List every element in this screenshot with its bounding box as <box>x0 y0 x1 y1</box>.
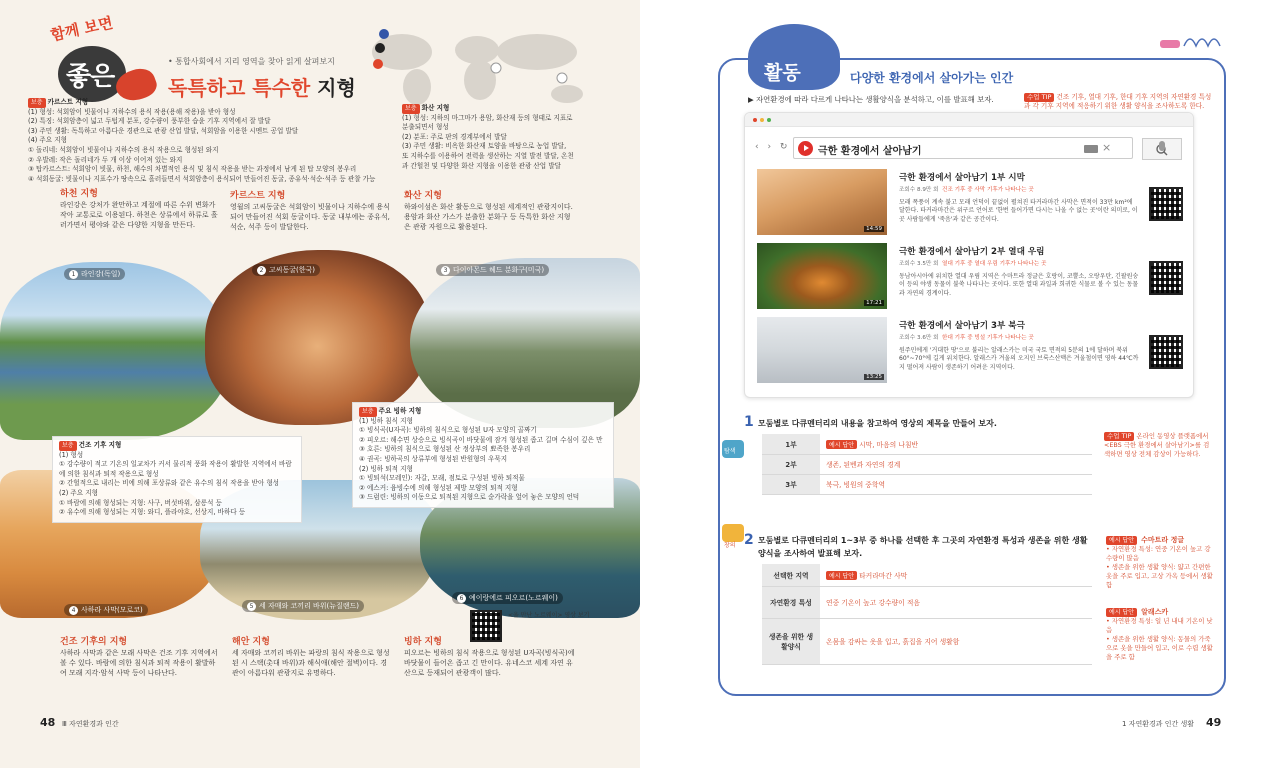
note-line: ① 바람에 의해 형성되는 지형: 사구, 버섯바위, 삼릉석 등 <box>59 498 222 507</box>
caption-text: 라인강(독일) <box>81 270 121 278</box>
nav-buttons[interactable]: ‹ › ↻ <box>755 142 791 152</box>
note-arid <box>52 436 302 523</box>
note-line: (2) 주요 지형 <box>59 488 99 497</box>
badge-big-text: 좋은 <box>66 62 115 92</box>
caption-sahara <box>64 604 148 616</box>
note-line: (1) 형성: 석회암이 빗물이나 지하수의 용식 작용(용해 작용)을 받아 형성 <box>28 107 236 116</box>
landform-desc-karst: 영월의 고씨동굴은 석회암이 빗물이나 지하수에 용식되어 만들어진 석회 동굴이다. 동굴 내부에는 종유석, 석순, 석주 등이 발달한다. <box>230 203 390 231</box>
caption-rhine <box>64 268 125 280</box>
caption-text: 다이아몬드 헤드 분화구(미국) <box>453 266 545 274</box>
note-tag: 보충 <box>59 441 77 451</box>
table-head: 2부 <box>762 454 820 474</box>
table-row <box>762 454 1092 474</box>
note-line: ② 간헐적으로 내리는 비에 의해 포상류와 같은 유수의 침식 작용을 받아 형성 <box>59 479 280 488</box>
activity-title: 다양한 환경에서 살아가는 인간 <box>850 71 1014 85</box>
photo-gossi-cave <box>205 250 430 425</box>
scribble-icon <box>1158 28 1228 52</box>
class-tip <box>1024 93 1214 111</box>
note-line: ② 피오르: 해수면 상승으로 빙식곡이 바닷물에 잠겨 형성된 좁고 길며 수심이 깊은 만 <box>359 435 603 444</box>
note-line: ② 유수에 의해 형성되는 지형: 와디, 플라야호, 선상지, 바하다 등 <box>59 508 246 517</box>
video-subtitle: 건조 기후 중 사막 기후가 나타나는 곳 <box>942 187 1034 193</box>
clear-icon[interactable]: × <box>1102 141 1112 154</box>
example-tag: 예시 답안 <box>826 440 857 449</box>
side-tip-text: 온라인 동영상 플랫폼에서 <EBS 극한 환경에서 살아남기>를 검색하면 영상 전체 감상이 가능하다. <box>1104 432 1210 458</box>
caption-text: 고씨동굴(한국) <box>269 266 316 274</box>
note-line: ③ 탑카르스트: 석회암이 빗물, 하천, 해수의 차별적인 용식 및 침식 작용을 받는 과정에서 남게 된 탑 모양의 봉우리 <box>28 165 357 174</box>
table-cell[interactable] <box>820 564 1092 586</box>
video-title[interactable]: 극한 환경에서 살아남기 3부 북극 <box>899 321 1025 331</box>
example-line: • 자연환경 특성: 일 년 내내 기온이 낮음 <box>1106 617 1213 634</box>
note-title: 주요 빙하 지형 <box>378 407 422 415</box>
caption-text: 예이랑에르 피오르(노르웨이) <box>469 594 558 602</box>
answer-text[interactable]: 연중 기온이 높고 강수량이 적음 <box>820 586 1092 618</box>
note-title: 화산 지형 <box>421 104 450 112</box>
explore-badge-text: 탐색 <box>724 448 736 455</box>
caption-number: 4 <box>69 606 78 615</box>
window-minimize-dot[interactable] <box>760 118 764 122</box>
video-duration: 17:21 <box>866 300 882 306</box>
side-example-alaska <box>1106 608 1216 662</box>
video-subtitle: 열대 기후 중 열대 우림 기후가 나타나는 곳 <box>942 261 1047 267</box>
note-line: (2) 특징: 석회암층이 넓고 두텁게 분포, 강수량이 풍부한 습윤 기후 지역에서 잘 발달 <box>28 117 271 126</box>
answer-text[interactable]: 생존, 된벤과 자연의 경계 <box>820 454 1092 474</box>
question-1-table <box>762 434 1092 495</box>
world-map-icon <box>362 22 612 112</box>
note-line: ③ 드럼린: 빙하의 이동으로 퇴적된 지형으로 숟가락을 엎어 놓은 모양의 언덕 <box>359 493 580 502</box>
search-query: 극한 환경에서 살아남기 <box>818 146 922 157</box>
caption-number: 5 <box>247 602 256 611</box>
video-thumbnail[interactable] <box>757 243 887 309</box>
note-title: 카르스트 지형 <box>47 98 89 106</box>
note-tag: 보충 <box>359 407 377 417</box>
video-title[interactable]: 극한 환경에서 살아남기 2부 열대 우림 <box>899 247 1045 257</box>
intro-line: • 통합사회에서 지리 영역을 찾아 읽게 살펴보지 <box>168 57 335 66</box>
creative-badge-text: 창의 <box>724 542 736 549</box>
caption-number: 3 <box>441 266 450 275</box>
note-line: (3) 주민 생활: 비옥한 화산재 토양을 바탕으로 농업 발달, 또 지하수를 이용하여 전력을 생산하는 지열 발전 발달, 온천과 간헐천 및 다양한 화산 지형을 이용한 관광 산업 발달 <box>402 142 574 170</box>
table-row <box>762 434 1092 454</box>
question-1: 모둠별로 다큐멘터리의 내용을 참고하여 영상의 제목을 만들어 보자. <box>758 419 997 428</box>
qr-code-icon[interactable] <box>1149 187 1183 221</box>
video-item[interactable] <box>757 169 1181 235</box>
example-line: • 생존을 위한 생활 양식: 얇고 간편한 옷을 주로 입고, 고상 가옥 등에서 생활함 <box>1106 563 1213 589</box>
table-head: 3부 <box>762 474 820 494</box>
right-page <box>640 0 1280 768</box>
search-input[interactable] <box>793 137 1133 159</box>
keyboard-icon[interactable] <box>1084 145 1098 153</box>
note-line: ① 강수량이 적고 기온의 일교차가 커서 물리적 풍화 작용이 활발한 지역에서 바람에 의한 침식과 퇴적 작용으로 형성 <box>59 460 292 478</box>
table-head: 자연환경 특성 <box>762 586 820 618</box>
video-duration: 14:59 <box>866 226 882 232</box>
caption-diamond-head <box>436 264 549 276</box>
video-views: 조회수 3.5만 회 <box>899 261 939 267</box>
video-duration: 13:25 <box>866 374 882 380</box>
caption-gossi <box>252 264 320 276</box>
badge-top-text: 함께 보면 <box>48 13 115 45</box>
answer-text: 타커라마간 사막 <box>859 571 908 580</box>
note-line: (3) 주민 생활: 독특하고 아름다운 경관으로 관광 산업 발달, 석회암을 이용한 시멘트 공업 발달 <box>28 126 299 135</box>
chapter-left: Ⅲ 자연환경과 인간 <box>62 720 119 728</box>
page-title <box>168 72 356 101</box>
video-meta <box>899 333 1034 341</box>
video-meta <box>899 185 1034 193</box>
tip-text: 건조 기후, 열대 기후, 한대 기후 지역의 자연환경 특성과 각 기후 지역에 적응하기 위한 생활 양식을 조사하도록 한다. <box>1024 93 1212 110</box>
microphone-icon[interactable] <box>1159 141 1165 151</box>
note-glacial <box>352 402 614 508</box>
page-number-right: 49 <box>1206 716 1222 729</box>
table-head: 1부 <box>762 434 820 454</box>
landform-title-glacial: 빙하 지형 <box>404 637 442 647</box>
note-line: ④ 석회동굴: 빗물이나 지표수가 땅속으로 흘러들면서 석회암층이 용식되어 만들어진 동굴, 종유석·석순·석주 등 관찰 가능 <box>28 174 376 183</box>
landform-title-coastal: 해안 지형 <box>232 637 270 647</box>
landform-desc-glacial: 피오르는 빙하의 침식 작용으로 형성된 U자곡(빙식곡)에 바닷물이 들어온 좁고 긴 만이다. 유네스코 세계 자연 유산으로 등재되어 관광객이 많다. <box>404 649 575 677</box>
question-number: 1 <box>744 414 754 430</box>
video-title[interactable]: 극한 환경에서 살아남기 1부 시막 <box>899 173 1025 183</box>
example-line: • 자연환경 특성: 연중 기온이 높고 강수량이 많음 <box>1106 545 1211 562</box>
note-line: (4) 주요 지형 <box>28 136 68 145</box>
note-line: ④ 권곡: 빙하곡의 상류부에 형성된 반원형의 우묵지 <box>359 454 508 463</box>
landform-desc-arid: 사하라 사막과 같은 모래 사막은 건조 기후 지역에서 볼 수 있다. 바람에 의한 침식과 퇴적 작용이 활발하여 모래 지각·암석 사막 등이 나타난다. <box>60 649 218 677</box>
landform-title-arid: 건조 기후의 지형 <box>60 637 128 647</box>
note-line: (1) 빙하 침식 지형 <box>359 416 413 425</box>
window-close-dot[interactable] <box>753 118 757 122</box>
table-row <box>762 564 1092 586</box>
activity-label: 활동 <box>764 62 801 84</box>
caption-text: 사하라 사막(모로코) <box>81 606 143 614</box>
side-example-sumatra <box>1106 536 1216 590</box>
answer-text[interactable]: 북극, 빙원의 중학역 <box>820 474 1092 494</box>
note-line: ③ 호른: 빙하의 침식으로 형성된 산 정상부의 뾰족한 봉우리 <box>359 445 531 454</box>
qr-code-icon[interactable] <box>1149 261 1183 295</box>
answer-text: 시막, 마음의 나침반 <box>859 440 919 449</box>
qr-caption: <올 만난 노르웨이> 영상 보기 <box>508 612 590 619</box>
qr-code-icon[interactable] <box>1149 335 1183 369</box>
page-number-left: 48 <box>40 716 56 729</box>
note-karst <box>28 98 378 184</box>
question-number: 2 <box>744 532 754 548</box>
video-thumbnail[interactable] <box>757 317 887 383</box>
answer-text[interactable]: 온몸을 감싸는 옷을 입고, 흙집을 지어 생활함 <box>820 618 1092 664</box>
note-line: ① 빙식곡(U자곡): 빙하의 침식으로 형성된 U자 모양의 골짜기 <box>359 426 537 435</box>
window-maximize-dot[interactable] <box>767 118 771 122</box>
landform-title-river: 하천 지형 <box>60 189 98 199</box>
chapter-right: 1 자연환경과 인간 생활 <box>1122 720 1194 728</box>
question-2: 모둠별로 다큐멘터리의 1~3부 중 하나를 선택한 후 그곳의 자연환경 특성과 생존을 위한 생활양식을 조사하여 발표해 보자. <box>758 536 1088 558</box>
note-line: ① 돌리네: 석회암이 빗물이나 지하수의 용식 작용으로 형성된 와지 <box>28 145 219 154</box>
caption-three-sisters <box>242 600 364 612</box>
landform-title-volcanic: 화산 지형 <box>404 191 442 201</box>
title-rest: 지형 <box>310 76 356 100</box>
caption-number: 2 <box>257 266 266 275</box>
video-views: 조회수 8.9만 회 <box>899 187 939 193</box>
video-description: 원주민에게 '거대한 땅'으로 불리는 알래스카는 미국 국토 면적의 5분의 1에 달하며 북위 60°~70°에 길게 위치한다. 알래스카 겨울의 오지인 브룩스산맥은 겨울철이면 영하 44℃까지 떨어져 사람이 생존하기 어려운 지역이다. <box>899 347 1139 371</box>
note-line: (2) 빙하 퇴적 지형 <box>359 464 413 473</box>
example-tag: 예시 답안 <box>1106 608 1137 617</box>
note-line: ① 빙퇴석(모레인): 자갈, 모래, 점토로 구성된 빙하 퇴적물 <box>359 474 525 483</box>
landform-desc-coastal: 세 자매와 코끼리 바위는 파랑의 침식 작용으로 형성된 시 스택(촛대 바위)과 해식애(해안 절벽)이다. 경관이 아름다워 관광지로 유명하다. <box>232 649 390 677</box>
note-title: 건조 기후 지형 <box>78 441 122 449</box>
tip-tag: 수업 TIP <box>1024 93 1054 102</box>
landform-title-karst: 카르스트 지형 <box>230 191 286 201</box>
note-line: (1) 형성 <box>59 450 84 459</box>
activity-instruction: ▶ 자연환경에 따라 다르게 나타나는 생활양식을 분석하고, 이를 발표해 보자. <box>748 95 994 104</box>
video-views: 조회수 3.6만 회 <box>899 335 939 341</box>
note-line: (2) 분포: 주로 판의 경계부에서 발달 <box>402 132 507 141</box>
table-head: 선택한 지역 <box>762 564 820 586</box>
table-head: 생존을 위한 생활양식 <box>762 618 820 664</box>
side-tip <box>1104 432 1214 459</box>
example-tag: 예시 답안 <box>826 571 857 580</box>
browser-titlebar <box>745 113 1193 127</box>
table-row <box>762 586 1092 618</box>
video-thumbnail[interactable] <box>757 169 887 235</box>
photo-rhine <box>0 262 230 440</box>
qr-code-icon[interactable] <box>470 610 502 642</box>
example-tag: 예시 답안 <box>1106 536 1137 545</box>
video-item[interactable] <box>757 317 1181 383</box>
table-cell[interactable] <box>820 434 1092 454</box>
browser-window <box>744 112 1194 398</box>
landform-desc-river: 라인강은 강처가 완만하고 계절에 따른 수위 변화가 작아 교통로로 이용된다. 하천은 상류에서 하류로 흘러가면서 평야와 같은 다양한 지형을 만든다. <box>60 201 218 229</box>
table-row <box>762 618 1092 664</box>
note-volcanic <box>402 104 574 171</box>
example-title: 수마트라 정글 <box>1141 536 1185 544</box>
note-tag: 보충 <box>28 98 46 108</box>
note-line: ② 우발레: 작은 돌리네가 두 개 이상 이어져 있는 와지 <box>28 155 183 164</box>
video-description: 동남아시아에 위치한 열대 우림 지역은 수마트라 정글은 호랑이, 코뿔소, 오랑우탄, 긴팔원숭이 등의 야생 동물이 불쑥 나타나는 곳이다. 또한 열대 과일과 희귀한 식물로 볼 수 있는 동물과 자연의 경계이다. <box>899 273 1139 297</box>
video-meta <box>899 259 1046 267</box>
landform-desc-volcanic: 하와이섬은 화산 활동으로 형성된 세계적인 관광지이다. 용암과 화산 가스가 분출한 분화구 등 독특한 화산 지형은 관광 자원으로 활용된다. <box>404 203 573 231</box>
caption-number: 1 <box>69 270 78 279</box>
table-row <box>762 474 1092 494</box>
note-tag: 보충 <box>402 104 420 114</box>
video-description: 모래 폭풍이 계속 불고 모래 언덕이 끝없이 펼쳐진 타커라마간 사막은 면적이 33만 km²에 달한다. 타커라마간은 위구르 언어로 '한번 들어가면 다시는 나올 수 없는 곳'이란 의미로, 이곳 사람들에게 '죽음'과 같은 공간이다. <box>899 199 1138 223</box>
together-badge <box>38 13 148 104</box>
search-row <box>755 137 1185 159</box>
caption-number: 6 <box>457 594 466 603</box>
caption-fjord <box>452 592 563 604</box>
title-accent: 독특하고 특수한 <box>168 76 311 100</box>
video-subtitle: 한대 기후 중 빙설 기후가 나타나는 곳 <box>942 335 1034 341</box>
caption-text: 세 자매와 코끼리 바위(뉴질랜드) <box>259 602 360 610</box>
example-line: • 생존을 위한 생활 양식: 동물의 가죽으로 옷을 만들어 입고, 이로 수렵 생활을 주로 함 <box>1106 635 1213 661</box>
note-line: ② 에스커: 융빙수에 의해 형성된 제방 모양의 퇴적 지형 <box>359 483 518 492</box>
video-item[interactable] <box>757 243 1181 309</box>
question-2-table <box>762 564 1092 665</box>
note-line: (1) 형성: 지하의 마그마가 용암, 화산재 등의 형태로 지표로 분출되면서 형성 <box>402 113 573 132</box>
example-title: 알래스카 <box>1141 608 1169 616</box>
play-icon <box>798 141 813 156</box>
tip-tag: 수업 TIP <box>1104 432 1134 441</box>
